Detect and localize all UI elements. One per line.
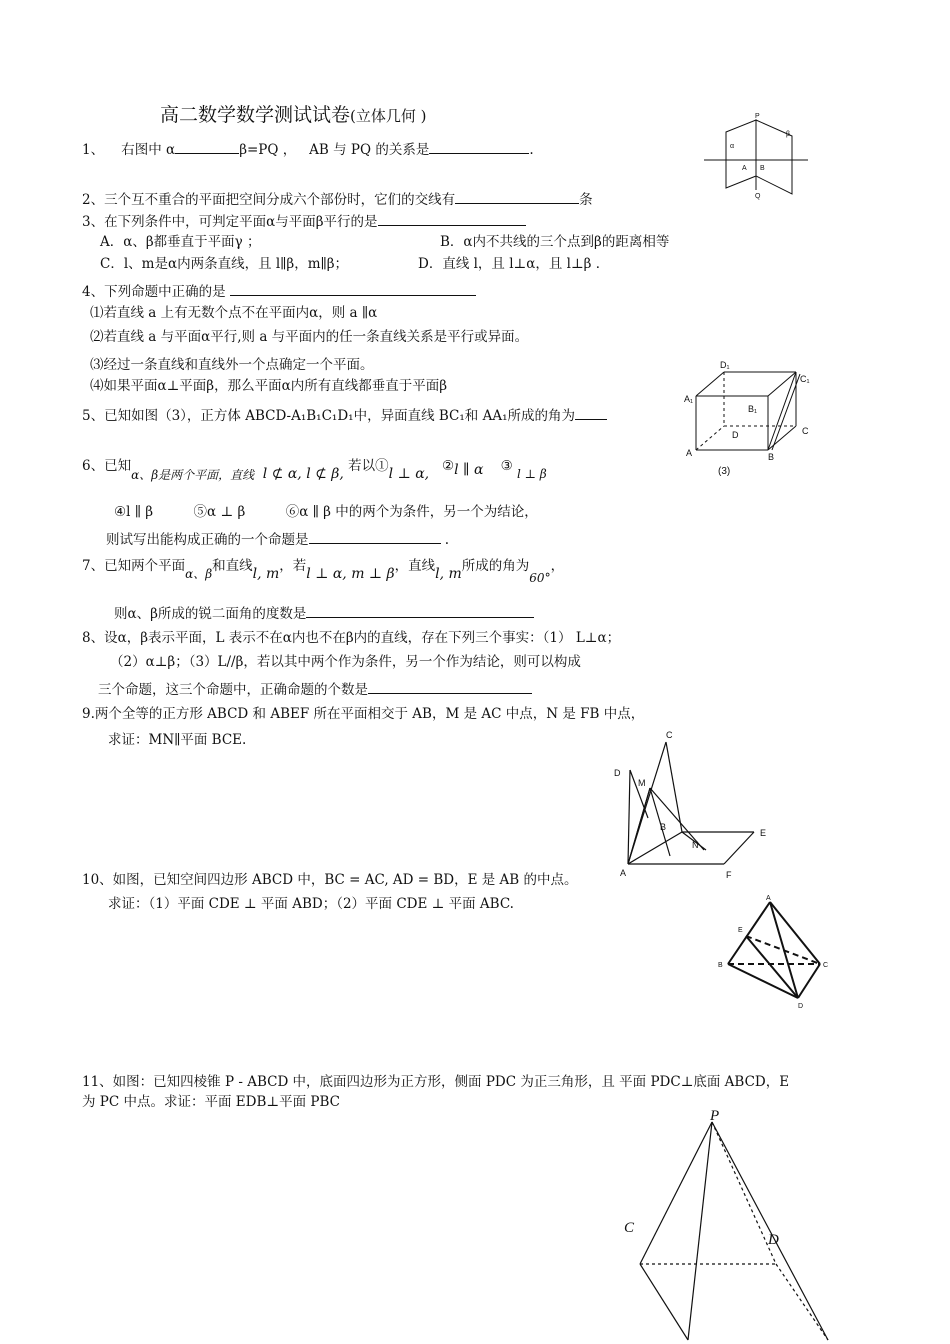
question-9-line-2: 求证：MN∥平面 BCE. bbox=[108, 732, 247, 748]
question-3-option-a: A．α、β都垂直于平面γ ； bbox=[100, 234, 261, 250]
fig9-label-m: M bbox=[638, 778, 646, 788]
question-1: 1、 右图中 α β=PQ ， AB 与 PQ 的关系是 . bbox=[82, 142, 534, 158]
fig10-label-b: B bbox=[718, 962, 723, 969]
fig3-label-c1: C₁ bbox=[800, 374, 810, 384]
question-8-line-2: （2）α⊥β；（3）L//β，若以其中两个作为条件，另一个作为结论，则可以构成 bbox=[110, 654, 581, 670]
figure-tetrahedron bbox=[714, 894, 834, 1018]
question-4-p3: ⑶经过一条直线和直线外一个点确定一个平面。 bbox=[90, 357, 374, 373]
fig1-label-b: B bbox=[760, 165, 765, 172]
fig10-label-c: C bbox=[823, 962, 829, 969]
question-3-stem: 3、在下列条件中，可判定平面α与平面β平行的是 bbox=[82, 212, 526, 231]
figure-two-squares bbox=[610, 726, 780, 882]
fig3-label-b: B bbox=[768, 452, 775, 462]
fig1-label-beta: β bbox=[786, 131, 791, 138]
fig10-label-a: A bbox=[766, 895, 771, 902]
fig3-caption: (3) bbox=[718, 466, 731, 477]
fig3-label-d1: D₁ bbox=[720, 360, 730, 370]
question-3-option-b: B．α内不共线的三个点到β的距离相等 bbox=[440, 234, 670, 250]
fig1-label-q: Q bbox=[755, 193, 761, 200]
figure-cube bbox=[680, 360, 820, 478]
fig10-label-d: D bbox=[798, 1003, 804, 1010]
question-5: 5、已知如图（3），正方体 ABCD-A₁B₁C₁D₁中，异面直线 BC₁和 AA₁所成的角为 bbox=[82, 406, 607, 425]
fig9-label-f: F bbox=[726, 870, 732, 880]
question-8-line-1: 8、设α，β表示平面，L 表示不在α内也不在β内的直线，存在下列三个事实：（1） L⊥α； bbox=[82, 630, 621, 646]
figure-pyramid bbox=[616, 1108, 846, 1344]
fig1-label-p: P bbox=[755, 113, 760, 120]
fig3-label-a: A bbox=[686, 448, 693, 458]
fig9-label-c: C bbox=[666, 730, 673, 740]
fig11-label-c: C bbox=[624, 1220, 635, 1236]
fig11-label-p: P bbox=[710, 1108, 720, 1124]
fig1-label-alpha: α bbox=[730, 143, 735, 150]
fig3-label-d: D bbox=[732, 430, 739, 440]
fig3-label-a1: A₁ bbox=[684, 394, 694, 404]
fig11-label-d: D bbox=[768, 1232, 779, 1248]
question-4-p1: ⑴若直线 a 上有无数个点不在平面内α，则 a ∥α bbox=[90, 305, 378, 321]
fig9-label-b: B bbox=[660, 822, 667, 832]
fig1-label-a: A bbox=[742, 165, 747, 172]
question-4-stem: 4、下列命题中正确的是 bbox=[82, 282, 476, 301]
fig9-label-d: D bbox=[614, 768, 621, 778]
fig3-label-b1: B₁ bbox=[748, 404, 758, 414]
question-4-p4: ⑷如果平面α⊥平面β，那么平面α内所有直线都垂直于平面β bbox=[90, 378, 448, 394]
question-11-line-2: 为 PC 中点。求证：平面 EDB⊥平面 PBC bbox=[82, 1094, 340, 1110]
fig9-label-e: E bbox=[760, 828, 767, 838]
question-4-p2: ⑵若直线 a 与平面α平行,则 a 与平面内的任一条直线关系是平行或异面。 bbox=[90, 329, 529, 345]
page-title: 高二数学数学测试试卷(立体几何 ) bbox=[160, 104, 427, 126]
question-9-line-1: 9.两个全等的正方形 ABCD 和 ABEF 所在平面相交于 AB，M 是 AC 中点，N 是 FB 中点， bbox=[82, 706, 645, 722]
question-2: 2、三个互不重合的平面把空间分成六个部份时，它们的交线有 条 bbox=[82, 192, 593, 208]
question-7-line-2: 则α、β所成的锐二面角的度数是 bbox=[114, 604, 534, 623]
question-6-line-1: 6、已知α、β是两个平面，直线 l ⊄ α, l ⊄ β, 若以①l ⊥ α, ②l ∥ α ③ l ⊥ β bbox=[82, 458, 547, 482]
question-10-line-2: 求证：（1）平面 CDE ⊥ 平面 ABD；（2）平面 CDE ⊥ 平面 ABC. bbox=[108, 896, 514, 912]
question-10-line-1: 10、如图，已知空间四边形 ABCD 中，BC = AC, AD = BD，E 是 AB 的中点。 bbox=[82, 872, 578, 888]
fig9-label-n: N bbox=[692, 840, 699, 850]
figure-intersecting-planes bbox=[700, 112, 812, 212]
question-11-line-1: 11、如图：已知四棱锥 P - ABCD 中，底面四边形为正方形，侧面 PDC 为正三角形，且 平面 PDC⊥底面 ABCD，E bbox=[82, 1074, 790, 1090]
question-6-line-3: 则试写出能构成正确的一个命题是 . bbox=[106, 532, 450, 548]
fig10-label-e: E bbox=[738, 927, 743, 934]
title-subtitle: (立体几何 ) bbox=[350, 107, 427, 125]
fig3-label-c: C bbox=[802, 426, 809, 436]
question-8-line-3: 三个命题，这三个命题中，正确命题的个数是 bbox=[98, 680, 532, 699]
question-7-line-1: 7、已知两个平面α、β和直线l, m，若l ⊥ α, m ⊥ β，直线l, m所成的角为60°， bbox=[82, 558, 565, 585]
fig9-label-a: A bbox=[620, 868, 627, 878]
question-3-option-d: D．直线 l，且 l⊥α，且 l⊥β ． bbox=[418, 256, 610, 272]
question-6-line-2: ④l ∥ β ⑤α ⊥ β ⑥α ∥ β 中的两个为条件，另一个为结论， bbox=[114, 504, 538, 520]
question-3-option-c: C．l、m是α内两条直线，且 l∥β，m∥β； bbox=[100, 256, 349, 272]
